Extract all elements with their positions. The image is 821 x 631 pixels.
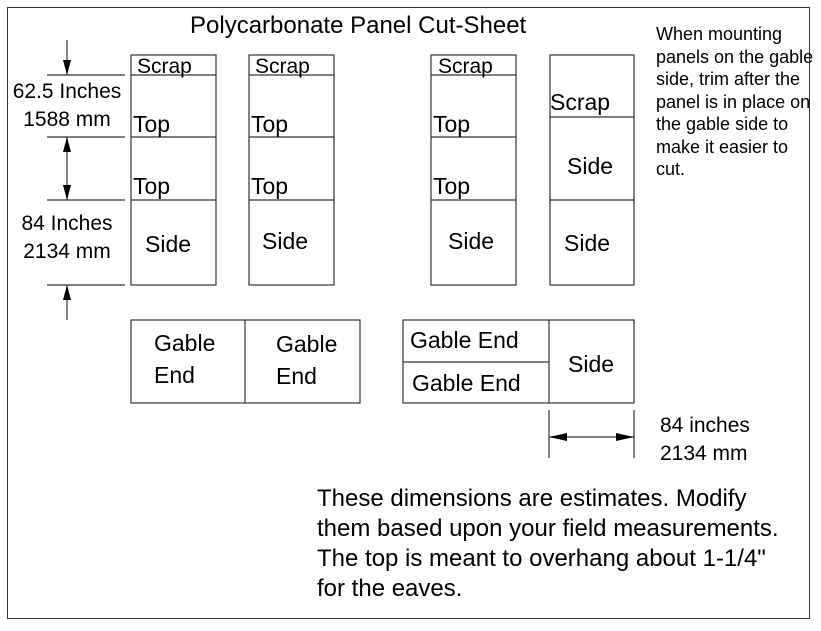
panel-label-scrap: Scrap	[438, 55, 493, 78]
dim-left-top-inches: 62.5 Inches	[12, 80, 122, 103]
arrow-right-dim-left	[549, 433, 567, 441]
page-title: Polycarbonate Panel Cut-Sheet	[190, 12, 527, 39]
arrow-up-2	[63, 285, 71, 300]
panel-label-scrap: Scrap	[137, 55, 192, 78]
estimate-note: These dimensions are estimates. Modify them based upon your field measurements. The top is meant to overhang about 1-1/4" for the eaves.	[317, 485, 779, 602]
gable-end-label: Gable End	[412, 370, 521, 396]
arrow-down-1	[63, 60, 71, 75]
dim-left-top-mm: 1588 mm	[23, 108, 111, 131]
dim-right-mm: 2134 mm	[660, 442, 748, 465]
panel-label-side: Side	[567, 153, 614, 179]
panel-label-top: Top	[433, 173, 471, 199]
dim-right-inches: 84 inches	[660, 414, 750, 437]
gable-label-gable: Gable	[154, 330, 216, 356]
arrow-right-dim-right	[616, 433, 634, 441]
panel-label-side: Side	[145, 231, 192, 257]
gable-label-end: End	[276, 363, 317, 389]
panel-label-top: Top	[133, 111, 171, 137]
arrow-up-1	[63, 137, 71, 152]
panel-label-side: Side	[564, 230, 611, 256]
gable-side-note: When mounting panels on the gable side, trim after the panel is in place on the gable side to make it easier to cut.	[656, 24, 814, 179]
panel-label-side: Side	[448, 228, 495, 254]
dim-left-bottom-inches: 84 Inches	[21, 212, 113, 235]
gable-label-gable: Gable	[276, 331, 338, 357]
panel-label-scrap: Scrap	[550, 89, 611, 115]
panel-label-top: Top	[433, 111, 471, 137]
gable-label-end: End	[154, 362, 195, 388]
panel-label-side: Side	[568, 351, 615, 377]
dim-left-bottom-mm: 2134 mm	[23, 240, 111, 263]
panel-label-side: Side	[262, 228, 309, 254]
panel-label-top: Top	[251, 111, 289, 137]
panel-label-scrap: Scrap	[255, 55, 310, 78]
panel-label-top: Top	[133, 173, 171, 199]
gable-end-label: Gable End	[410, 327, 519, 353]
panel-label-top: Top	[251, 173, 289, 199]
arrow-down-2	[63, 185, 71, 200]
